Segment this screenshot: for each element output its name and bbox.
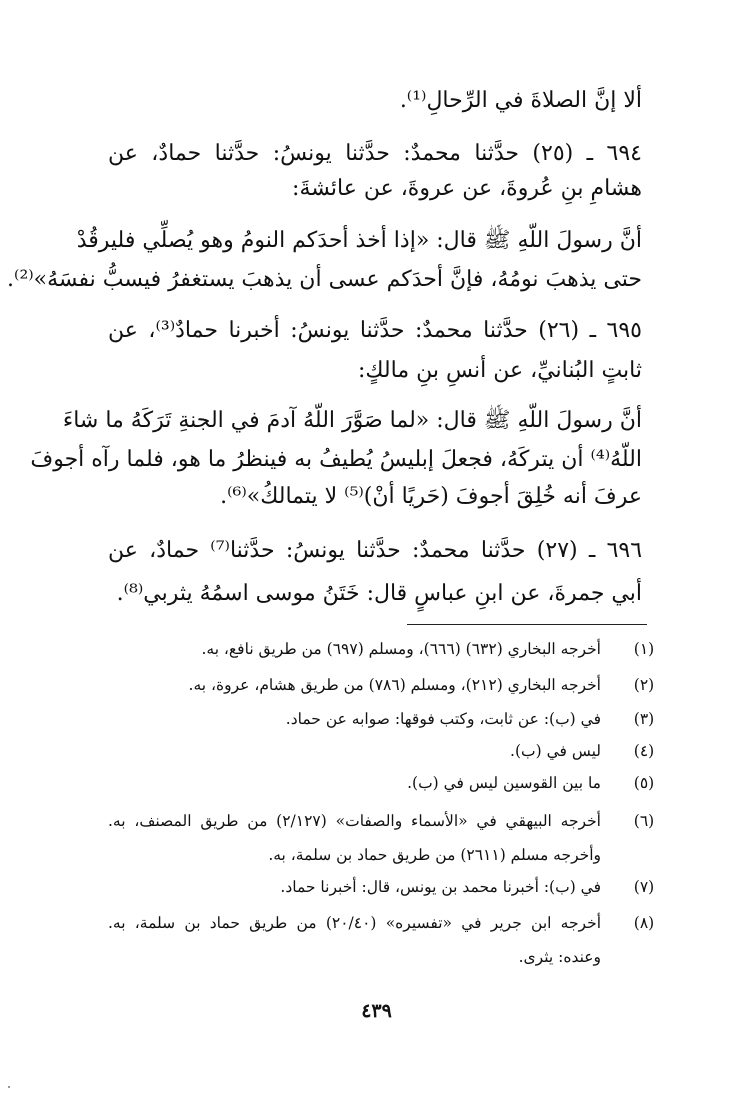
footnote-text: أخرجه ابن جرير في «تفسيره» (٢٠/٤٠) من طريق حماد بن سلمة، به. [108,914,601,932]
text-line: ثابتٍ البُنانيِّ، عن أنسِ بنِ مالكٍ: [357,358,642,383]
text-line: أنَّ رسولَ اللّهِ ﷺ قال: «إذا أخذ أحدَكم النومُ وهو يُصلِّي فليرقُدْ [76,228,642,253]
text-line: ألا إنَّ الصلاةَ في الرِّحالِ⁽¹⁾. [399,88,642,113]
footnote-text: وعنده: يثرى. [518,948,601,966]
text-line: حتى يذهبَ نومُهُ، فإنَّ أحدَكم عسى أن يذهبَ يستغفرُ فيسبُّ نفسَهُ»⁽²⁾. [7,267,642,292]
footnote-number: (٨) [633,914,655,932]
text-line: هشامِ بنِ عُروةَ، عن عروةَ، عن عائشةَ: [292,176,642,201]
hadith-695-line: ٦٩٥ ـ (٢٦) حدَّثنا محمدٌ: حدَّثنا يونسُ: أخبرنا حمادٌ⁽³⁾، عن [108,318,642,343]
footnote-text: أخرجه البخاري (٦٣٢) (٦٦٦)، ومسلم (٦٩٧) من طريق نافع، به. [201,640,601,658]
footnote-separator [407,624,647,625]
footnote-text: في (ب): عن ثابت، وكتب فوقها: صوابه عن حماد. [285,710,601,728]
footnote-number: (٥) [633,774,655,792]
footnote-number: (٤) [633,742,655,760]
page-number: ٤٣٩ [361,1000,392,1022]
text-line: أنَّ رسولَ اللّهِ ﷺ قال: «لما صَوَّرَ اللّهُ آدمَ في الجنةِ تَرَكَهُ ما شاءَ [62,408,642,433]
footnote-number: (٣) [633,710,655,728]
footnote-text: ما بين القوسين ليس في (ب). [407,774,601,792]
footnote-number: (٢) [633,676,655,694]
text-line: اللّهُ⁽⁴⁾ أن يتركَهُ، فجعلَ إبليسُ يُطيفُ به فينظرُ ما هو، فلما رآه أجوفَ [30,447,642,472]
footnote-text: في (ب): أخبرنا محمد بن يونس، قال: أخبرنا حماد. [280,878,601,896]
text-line: عرفَ أنه خُلِقَ أجوفَ (حَريًا أنْ)⁽⁵⁾ لا يتمالكُ»⁽⁶⁾. [220,484,642,509]
footnote-text: ليس في (ب). [510,742,601,760]
scan-speck [8,1086,10,1088]
footnote-text: أخرجه البيهقي في «الأسماء والصفات» (٢/١٢٧) من طريق المصنف، به. [108,812,601,830]
footnote-number: (١) [633,640,655,658]
footnote-text: أخرجه البخاري (٢١٢)، ومسلم (٧٨٦) من طريق هشام، عروة، به. [188,676,601,694]
text-line: أبي جمرةَ، عن ابنِ عباسٍ قال: خَتَنُ موسى اسمُهُ يثربي⁽⁸⁾. [116,581,642,606]
footnote-number: (٦) [633,812,655,830]
footnote-number: (٧) [633,878,655,896]
footnote-text: وأخرجه مسلم (٢٦١١) من طريق حماد بن سلمة، به. [268,846,601,864]
hadith-696-line: ٦٩٦ ـ (٢٧) حدَّثنا محمدٌ: حدَّثنا يونسُ: حدَّثنا⁽⁷⁾ حمادٌ، عن [108,538,643,563]
hadith-694-line: ٦٩٤ ـ (٢٥) حدَّثنا محمدٌ: حدَّثنا يونسُ: حدَّثنا حمادٌ، عن [108,141,642,166]
